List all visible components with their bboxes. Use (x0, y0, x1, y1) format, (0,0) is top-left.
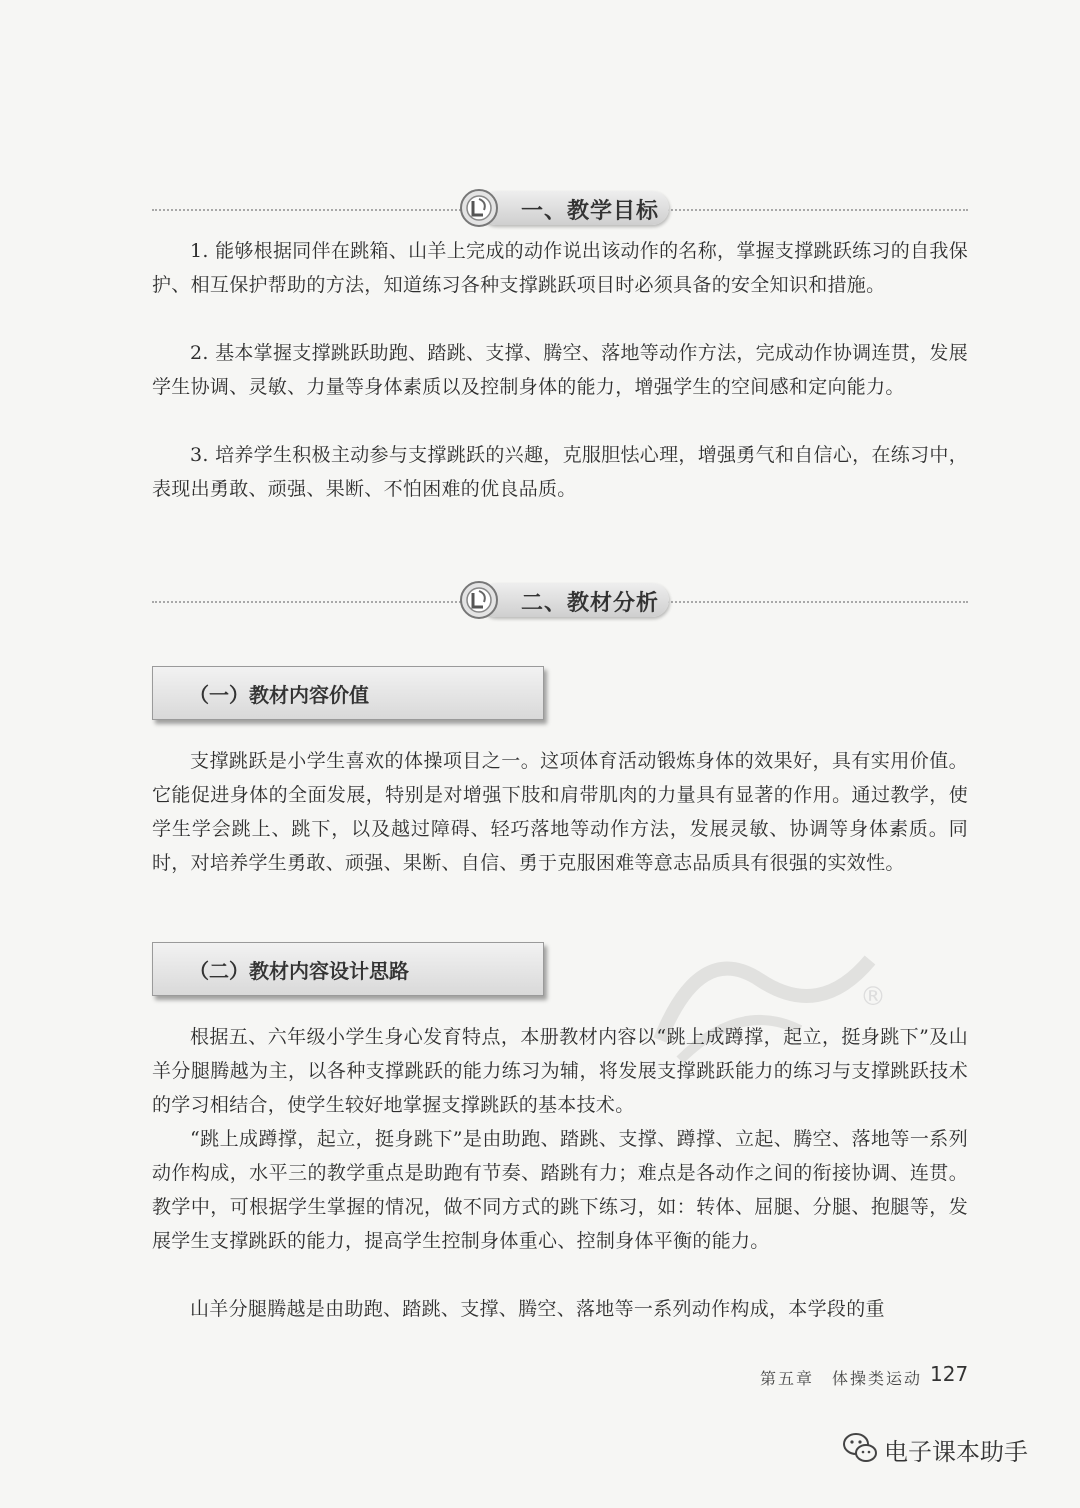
subsection-title: （一）教材内容价值 (189, 683, 369, 707)
registered-mark: ® (860, 982, 886, 1012)
section-emblem-icon (459, 580, 499, 620)
subsection-title: （二）教材内容设计思路 (189, 959, 409, 983)
content-value-paragraph: 支撑跳跃是小学生喜欢的体操项目之一。这项体育活动锻炼身体的效果好，具有实用价值。它能促进身体的全面发展，特别是对增强下肢和肩带肌肉的力量具有显著的作用。通过教学，使学生学会跳上、跳下，以及越过障碍、轻巧落地等动作方法，发展灵敏、协调等身体素质。同时，对培养学生勇敢、顽强、果断、自信、勇于克服困难等意志品质具有很强的实效性。 (152, 750, 968, 874)
design-paragraph-3: 山羊分腿腾越是由助跑、踏跳、支撑、腾空、落地等一系列动作构成，本学段的重 (190, 1298, 885, 1320)
section-header-objectives (152, 188, 968, 228)
subsection-box-content-value (152, 666, 544, 720)
section-emblem-icon (459, 188, 499, 228)
section-title: 一、教学目标 (521, 199, 660, 224)
page-number: 127 (930, 1362, 969, 1386)
section-header-analysis (152, 580, 968, 620)
wechat-account-name: 电子课本助手 (884, 1438, 1028, 1466)
section-title: 二、教材分析 (521, 591, 660, 616)
section-pill (459, 188, 827, 228)
objective-paragraph-3: 3. 培养学生积极主动参与支撑跳跃的兴趣，克服胆怯心理，增强勇气和自信心，在练习中，表现出勇敢、顽强、果断、不怕困难的优良品质。 (152, 444, 968, 500)
objective-paragraph-2: 2. 基本掌握支撑跳跃助跑、踏跳、支撑、腾空、落地等动作方法，完成动作协调连贯，发展学生协调、灵敏、力量等身体素质以及控制身体的能力，增强学生的空间感和定向能力。 (152, 342, 968, 398)
design-paragraph-1: 根据五、六年级小学生身心发育特点，本册教材内容以“跳上成蹲撑，起立，挺身跳下”及山羊分腿腾越为主，以各种支撑跳跃的能力练习为辅，将发展支撑跳跃能力的练习与支撑跳跃技术的学习相结合，使学生较好地掌握支撑跳跃的基本技术。 (152, 1026, 968, 1116)
section-pill (459, 580, 827, 620)
wechat-icon (842, 1430, 878, 1466)
subsection-box-design-approach (152, 942, 544, 996)
objective-paragraph-1: 1. 能够根据同伴在跳箱、山羊上完成的动作说出该动作的名称，掌握支撑跳跃练习的自我保护、相互保护帮助的方法，知道练习各种支撑跳跃项目时必须具备的安全知识和措施。 (152, 240, 968, 296)
chapter-footer: 第五章 体操类运动 (760, 1369, 923, 1388)
design-paragraph-2: “跳上成蹲撑，起立，挺身跳下”是由助跑、踏跳、支撑、蹲撑、立起、腾空、落地等一系列动作构成，水平三的教学重点是助跑有节奏、踏跳有力；难点是各动作之间的衔接协调、连贯。教学中，可根据学生掌握的情况，做不同方式的跳下练习，如：转体、屈腿、分腿、抱腿等，发展学生支撑跳跃的能力，提高学生控制身体重心、控制身体平衡的能力。 (152, 1128, 968, 1252)
